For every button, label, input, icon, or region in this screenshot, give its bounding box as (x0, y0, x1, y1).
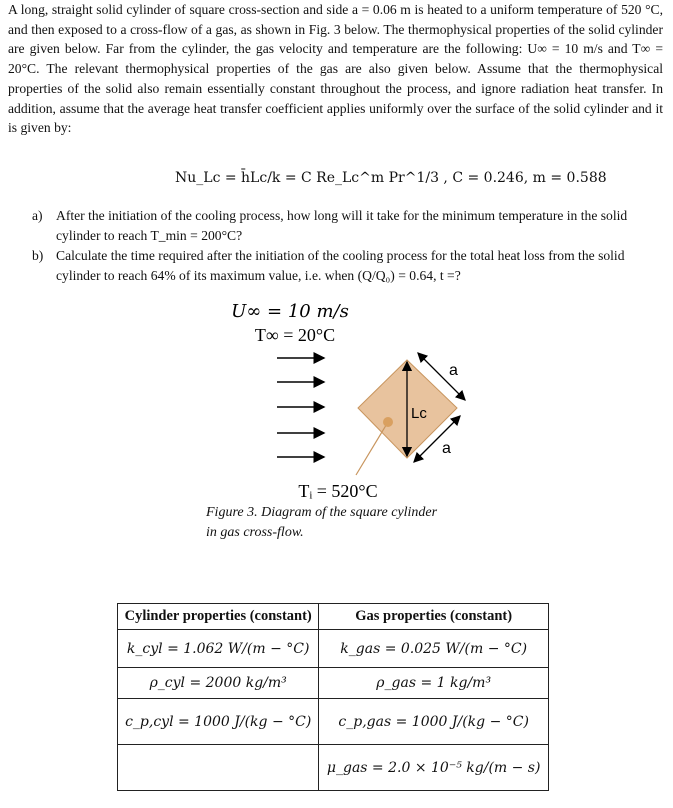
ti-label: Tᵢ = 520°C (298, 481, 378, 501)
nusselt-equation: Nu_Lc = h̄Lc/k = C Re_Lc^m Pr^1/3 , C = 0.246, m = 0.588 (175, 170, 607, 186)
cp-gas: c_p,gas = 1000 J/(kg − °C) (319, 699, 549, 745)
header-gas: Gas properties (constant) (319, 604, 549, 630)
k-gas: k_gas = 0.025 W/(m − °C) (319, 630, 549, 668)
question-a: a) After the initiation of the cooling process, how long will it take for the minimum temperature in the solid cylinder to reach T_min = 200°C? (32, 208, 628, 243)
figure-caption: Figure 3. Diagram of the square cylinder in gas cross-flow. (206, 505, 438, 540)
rho-gas: ρ_gas = 1 kg/m³ (319, 668, 549, 699)
k-cyl: k_cyl = 1.062 W/(m − °C) (118, 630, 319, 668)
side-label-top: a (449, 362, 458, 379)
header-cylinder: Cylinder properties (constant) (118, 604, 319, 630)
thermocouple-line (356, 422, 388, 475)
u-inf-label: U∞ = 10 m/s (231, 301, 349, 322)
t-inf-label: T∞ = 20°C (254, 325, 336, 345)
flow-arrows (277, 358, 324, 457)
properties-table (117, 603, 549, 791)
cp-cyl: c_p,cyl = 1000 J/(kg − °C) (118, 699, 319, 745)
empty-cell (118, 745, 319, 791)
thermocouple-dot (383, 417, 393, 427)
side-label-bottom: a (442, 440, 451, 457)
lc-label: Lc (411, 405, 427, 422)
question-b: b) Calculate the time required after the initiation of the cooling process for the total heat loss from the solid cylinder to reach 64% of its maximum value, i.e. when (Q/Q₀) = 0.64, t =? (32, 248, 625, 283)
problem-intro: A long, straight solid cylinder of square cross-section and side a = 0.06 m is heated to a uniform temperature of 520 °C, and then exposed to a cross-flow of a gas, as shown in Fig. 3 below. The thermophysical properties of the solid cylinder are given below. Far from the cylinder, the gas velocity and temperature are the following: U∞ = 10 m/s and T∞ = 20°C. The relevant thermophysical properties of the gas are also given below. Assume that the thermophysical properties of the solid also remain essentially constant throughout the process, and ignore radiation heat transfer. In addition, assume that the average heat transfer coefficient applies uniformly over the surface of the solid cylinder and it is given by: (8, 2, 663, 136)
mu-gas: μ_gas = 2.0 × 10⁻⁵ kg/(m − s) (319, 745, 549, 791)
rho-cyl: ρ_cyl = 2000 kg/m³ (118, 668, 319, 699)
